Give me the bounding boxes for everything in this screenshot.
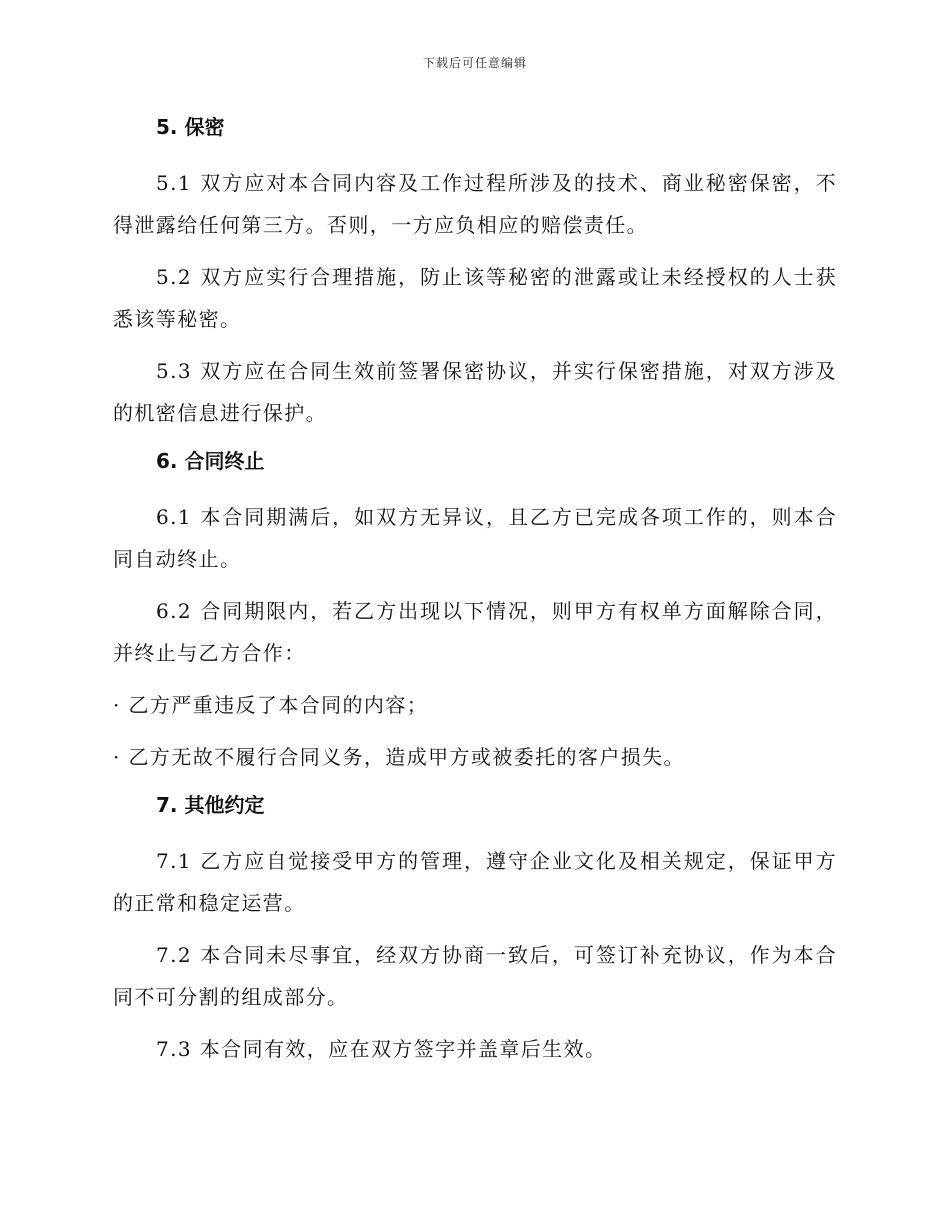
clause-6-1: 6.1 本合同期满后，如双方无异议，且乙方已完成各项工作的，则本合同自动终止。 [113, 505, 837, 571]
clause-5-2: 5.2 双方应实行合理措施，防止该等秘密的泄露或让未经授权的人士获悉该等秘密。 [113, 265, 837, 331]
section-other-terms [113, 790, 837, 1070]
bullet-item-2: · 乙方无故不履行合同义务，造成甲方或被委托的客户损失。 [113, 745, 685, 769]
section-title-other-terms: 7. 其他约定 [156, 793, 265, 817]
bullet-item-1: · 乙方严重违反了本合同的内容； [113, 693, 429, 717]
clause-7-3: 7.3 本合同有效，应在双方签字并盖章后生效。 [156, 1037, 607, 1061]
clause-7-1: 7.1 乙方应自觉接受甲方的管理，遵守企业文化及相关规定，保证甲方的正常和稳定运营。 [113, 849, 837, 915]
document-body [113, 112, 837, 1070]
section-confidentiality [113, 112, 837, 434]
clause-6-2: 6.2 合同期限内，若乙方出现以下情况，则甲方有权单方面解除合同，并终止与乙方合作： [113, 599, 837, 665]
clause-7-2: 7.2 本合同未尽事宜，经双方协商一致后，可签订补充协议，作为本合同不可分割的组成部分。 [113, 943, 837, 1009]
section-termination [113, 446, 837, 778]
section-title-termination: 6. 合同终止 [156, 449, 265, 473]
clause-5-3: 5.3 双方应在合同生效前签署保密协议，并实行保密措施，对双方涉及的机密信息进行保护。 [113, 359, 837, 425]
section-title-confidentiality: 5. 保密 [156, 115, 225, 139]
header-note: 下载后可任意编辑 [422, 56, 527, 70]
clause-5-1: 5.1 双方应对本合同内容及工作过程所涉及的技术、商业秘密保密，不得泄露给任何第三方。否则，一方应负相应的赔偿责任。 [113, 171, 837, 237]
